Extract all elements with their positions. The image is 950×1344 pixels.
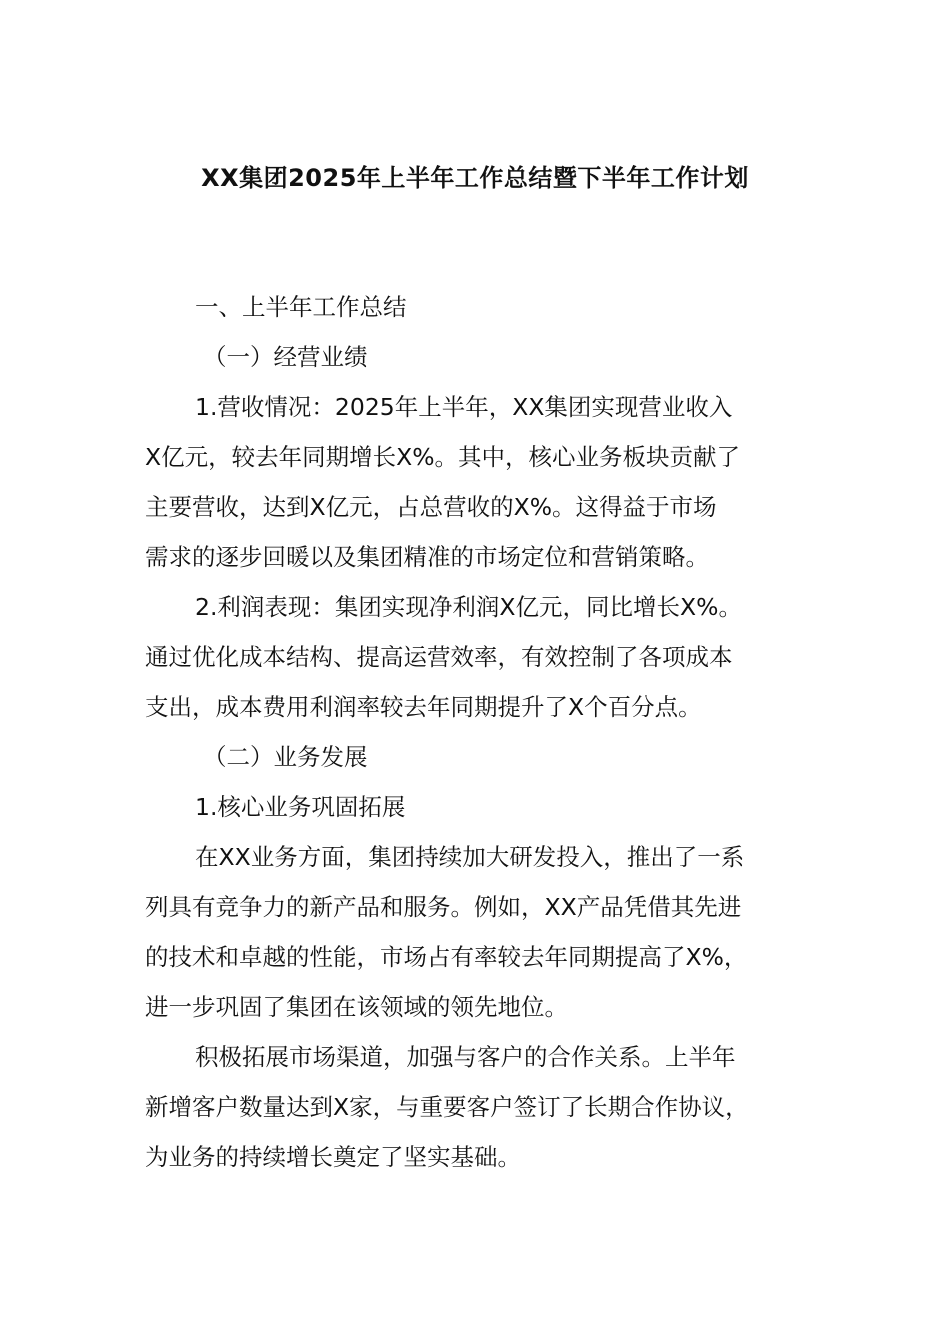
- paragraph-line: 1.营收情况：2025年上半年，XX集团实现营业收入: [195, 393, 733, 421]
- paragraph-line: X亿元，较去年同期增长X%。其中，核心业务板块贡献了: [145, 443, 741, 471]
- paragraph-line: 列具有竞争力的新产品和服务。例如，XX产品凭借其先进: [145, 893, 742, 921]
- paragraph-line: 进一步巩固了集团在该领域的领先地位。: [145, 993, 568, 1021]
- document-title: XX集团2025年上半年工作总结暨下半年工作计划: [201, 164, 749, 192]
- paragraph-line: 支出，成本费用利润率较去年同期提升了X个百分点。: [145, 693, 702, 721]
- subsection-heading-1: （一）经营业绩: [203, 343, 368, 371]
- subsection-heading-2: （二）业务发展: [203, 743, 368, 771]
- paragraph-line: 新增客户数量达到X家，与重要客户签订了长期合作协议，: [145, 1093, 749, 1121]
- paragraph-line: 为业务的持续增长奠定了坚实基础。: [145, 1143, 521, 1171]
- paragraph-line: 2.利润表现：集团实现净利润X亿元，同比增长X%。: [195, 593, 742, 621]
- document-body: [145, 282, 835, 1182]
- paragraph-line: 主要营收，达到X亿元，占总营收的X%。这得益于市场: [145, 493, 717, 521]
- paragraph-line: 积极拓展市场渠道，加强与客户的合作关系。上半年: [195, 1043, 736, 1071]
- paragraph-line: 需求的逐步回暖以及集团精准的市场定位和营销策略。: [145, 543, 709, 571]
- paragraph-line: 的技术和卓越的性能，市场占有率较去年同期提高了X%，: [145, 943, 748, 971]
- item-heading: 1.核心业务巩固拓展: [195, 793, 406, 821]
- paragraph-line: 在XX业务方面，集团持续加大研发投入，推出了一系: [195, 843, 745, 871]
- paragraph-line: 通过优化成本结构、提高运营效率，有效控制了各项成本: [145, 643, 733, 671]
- section-heading-1: 一、上半年工作总结: [195, 293, 407, 321]
